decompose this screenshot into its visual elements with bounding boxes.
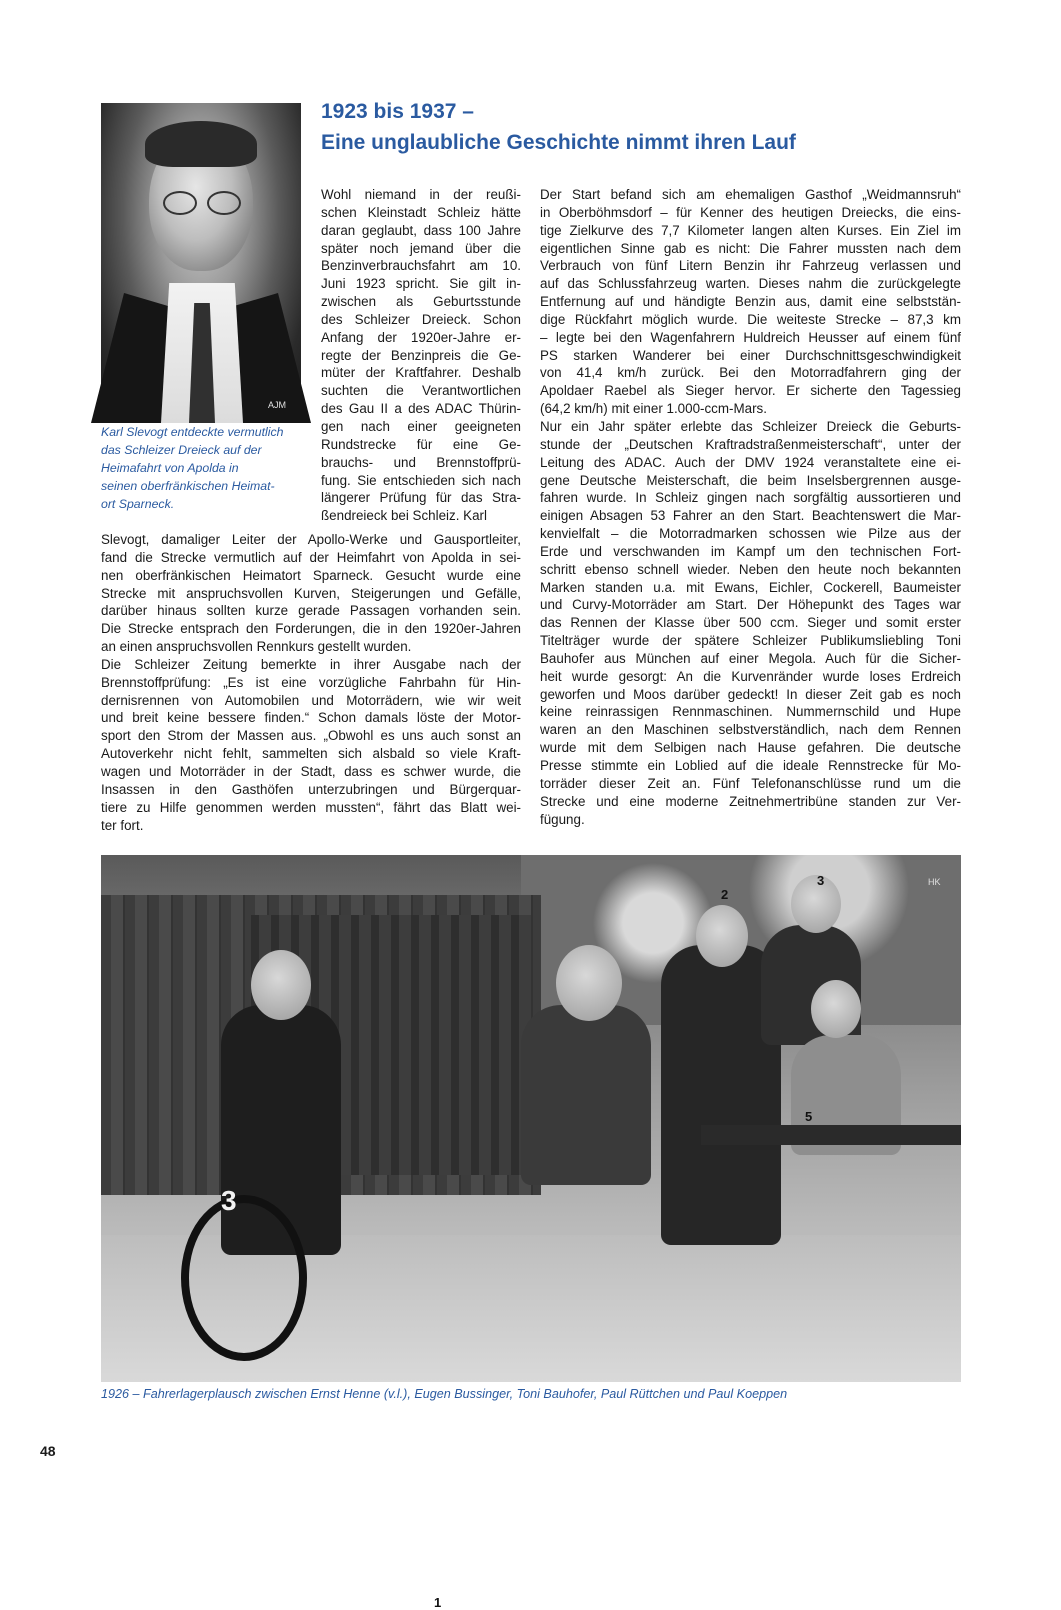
- text-line: kenvielfalt – die Motorradmarken schossen wie Pilze aus der: [540, 526, 961, 542]
- text-line: suchten die Verantwortlichen: [321, 383, 521, 399]
- text-line: PS starken Wanderer bei einer Durchschnittsgeschwindigkeit: [540, 347, 961, 363]
- text-line: fügung.: [540, 811, 585, 827]
- text-line: heit wurde gesorgt: An die Kurvenränder wurde loses Erdreich: [540, 668, 961, 684]
- text-line: müter der Kraftfahrer. Deshalb: [321, 365, 521, 381]
- portrait-caption-line: seinen oberfränkischen Heimat-: [101, 479, 275, 493]
- photo-marker-2: 2: [721, 887, 729, 902]
- text-line: Anfang der 1920er-Jahre er-: [321, 329, 521, 345]
- text-line: Die Schleizer Zeitung bemerkte in ihrer Ausgabe nach der: [101, 656, 521, 672]
- photo-marker-3: 3: [817, 873, 825, 888]
- text-line: wurde mit dem Selbigen nach Hause gefahren. Die deutsche: [540, 740, 961, 756]
- column2-text: [540, 186, 961, 828]
- text-line: schen Kleinstadt Schleiz hätte: [321, 204, 521, 220]
- text-line: Verbrauch von fünf Litern Benzin ihr Fahrzeug verlassen und: [540, 258, 961, 274]
- text-line: schritt ebenso schnell wieder. Neben den heute noch bekannten: [540, 561, 961, 577]
- text-line: des Gau II a des ADAC Thürin-: [321, 401, 521, 417]
- text-line: Presse stimmte ein Loblied auf die ideale Rennstrecke für Mo-: [540, 758, 961, 773]
- text-line: Juni 1923 spricht. Sie gilt in-: [321, 276, 521, 292]
- text-line: fahren wurde. In Schleiz gingen nach sorgfältig aussortieren und: [540, 490, 961, 506]
- text-line: auf das Schlussfahrzeug warten. Dieses nahm die zurückgelegte: [540, 276, 961, 292]
- text-line: von 41,4 km/h zurück. Bei den Motorradfahrern ging der: [540, 365, 961, 381]
- title-line-1: 1923 bis 1937 –: [321, 100, 474, 123]
- title-line-2: Eine unglaubliche Geschichte nimmt ihren Lauf: [321, 131, 796, 154]
- text-line: Strecke und eine moderne Zeitnehmertribüne standen zur Ver-: [540, 793, 961, 809]
- text-line: Benzinverbrauchsfahrt am 10.: [321, 258, 521, 274]
- text-line: längerer Prüfung für das Stra-: [321, 490, 521, 506]
- text-line: stunde der „Deutschen Kraftradstraßenmeisterschaft“, unter der: [540, 436, 961, 452]
- text-line: Slevogt, damaliger Leiter der Apollo-Werke und Gausportleiter,: [101, 532, 521, 547]
- photo-credit: HK: [928, 877, 941, 887]
- text-line: – legte bei den Wagenfahrern Huldreich Heusser auf einem fünf: [540, 329, 961, 345]
- text-line: Der Start befand sich am ehemaligen Gasthof „Weidmannsruh“: [540, 187, 961, 202]
- portrait-caption-line: das Schleizer Dreieck auf der: [101, 443, 262, 457]
- text-line: dige Rückfahrt möglich wurde. Die weiteste Strecke – 87,3 km: [540, 311, 961, 327]
- text-line: tiere zu Hilfe genommen werden mussten“, fährt das Blatt wei-: [101, 799, 521, 815]
- text-line: Bauhofer aus München auf einer Megola. Auch für die Sicher-: [540, 650, 961, 666]
- text-line: tige Zielkurve des 7,7 Kilometer langen alten Kurses. Ein Ziel im: [540, 222, 961, 238]
- portrait-caption-line: ort Sparneck.: [101, 497, 175, 511]
- text-line: brauchs- und Brennstoffprü-: [321, 454, 521, 470]
- text-line: darüber hinaus sollten kurze gerade Passagen vorhanden sein.: [101, 603, 521, 619]
- photo-marker-1: 1: [434, 1595, 442, 1610]
- portrait-caption-line: Karl Slevogt entdeckte vermutlich: [101, 425, 284, 439]
- text-line: Insassen in den Gasthöfen unterzubringen und Bürgerquar-: [101, 781, 521, 797]
- text-line: sport den Strom der Massen aus. „Obwohl es uns auch sonst an: [101, 728, 521, 744]
- text-line: Marken standen u.a. mit Ewans, Eichler, Cockerell, Baumeister: [540, 579, 961, 595]
- text-line: Autoverkehr nicht fehlt, sammelten sich alsbald so viele Kraft-: [101, 746, 521, 762]
- text-line: das Rennen der Klasse über 500 ccm. Sieger und somit erster: [540, 615, 961, 631]
- text-line: keine reinrassigen Rennmaschinen. Nummernschild und Hupe: [540, 704, 961, 720]
- text-line: waren an den Maschinen selbstverständlich, nach dem Rennen: [540, 722, 961, 738]
- text-line: und breit keine bessere finden.“ Schon damals löste der Motor-: [101, 710, 521, 726]
- text-line: des Schleizer Dreieck. Schon: [321, 311, 521, 327]
- text-line: wagen und Motorräder in der Stadt, dass es schwer wurde, die: [101, 763, 521, 779]
- text-line: dernisrennen von Automobilen und Motorrädern, wie wir weit: [101, 692, 521, 708]
- text-line: Rundstrecke für eine Ge-: [321, 436, 521, 452]
- page-number: 48: [40, 1443, 56, 1459]
- text-line: Strecke mit anspruchsvollen Kurven, Steigerungen und Gefälle,: [101, 585, 521, 601]
- text-line: eigentlichen Sinne gab es nicht: Die Fahrer mussten nach dem: [540, 240, 961, 256]
- column1-bottom-text: [101, 531, 521, 834]
- bike-number: 3: [221, 1185, 237, 1216]
- portrait-caption: [101, 423, 306, 513]
- text-line: Leitung des ADAC. Auch der DMV 1924 veranstaltete eine ei-: [540, 454, 961, 470]
- text-line: Die Strecke entsprach den Forderungen, die in den 1920er-Jahren: [101, 621, 521, 637]
- text-line: später noch jemand über die: [321, 240, 521, 256]
- text-line: ter fort.: [101, 817, 144, 833]
- text-line: Brennstoffprüfung: „Es ist eine vorzügliche Fahrbahn für Hin-: [101, 674, 521, 690]
- text-line: Nur ein Jahr später erlebte das Schleizer Dreieck die Geburts-: [540, 418, 961, 434]
- photo-caption: 1926 – Fahrerlagerplausch zwischen Ernst Henne (v.l.), Eugen Bussinger, Toni Bauhofer, Paul Rüttchen und Paul Koeppen: [101, 1387, 788, 1401]
- portrait-credit: AJM: [268, 400, 286, 410]
- text-line: und Curvy-Motorräder am Start. Der Höhepunkt des Tages war: [540, 597, 961, 613]
- text-line: an einen anspruchsvollen Rennkurs gestellt wurden.: [101, 639, 412, 655]
- text-line: fand die Strecke vermutlich auf der Heimfahrt von Apolda in sei-: [101, 549, 521, 565]
- text-line: in Oberböhmsdorf – für Kenner des heutigen Dreiecks, die eins-: [540, 204, 961, 220]
- text-line: gen nach einer geeigneten: [321, 418, 521, 434]
- portrait-caption-line: Heimafahrt von Apolda in: [101, 461, 239, 475]
- column1-top-text: [321, 186, 521, 525]
- text-line: (64,2 km/h) mit einer 1.000-ccm-Mars.: [540, 401, 767, 417]
- text-line: fung. Sie entschieden sich nach: [321, 472, 521, 488]
- text-line: Wohl niemand in der reußi-: [321, 187, 521, 202]
- text-line: geworfen und Moos darüber gedeckt! In dieser Zeit gab es noch: [540, 686, 961, 702]
- text-line: gene Deutsche Meisterschaft, die beim Inselsbergrennen ausge-: [540, 472, 961, 488]
- text-line: torräder dieser Zeit an. Fünf Telefonanschlüsse rund um die: [540, 775, 961, 791]
- text-line: Apoldaer Raebel als Sieger hervor. Er sicherte den Tagessieg: [540, 383, 961, 399]
- text-line: nen oberfränkischen Heimatort Sparneck. Gesucht wurde eine: [101, 567, 521, 583]
- photo-marker-5: 5: [805, 1109, 813, 1124]
- text-line: ßendreieck bei Schleiz. Karl: [321, 508, 487, 524]
- text-line: daran geglaubt, dass 100 Jahre: [321, 222, 521, 238]
- text-line: Erde und verschwanden im Kampf um den technischen Fort-: [540, 543, 961, 559]
- text-line: zwischen als Geburtsstunde: [321, 294, 521, 310]
- article-title: [321, 96, 961, 158]
- text-line: Titelträger wurde der spätere Schleizer Publikumsliebling Toni: [540, 633, 961, 649]
- text-line: Entfernung auf und händigte Benzin aus, damit eine selbststän-: [540, 294, 961, 310]
- portrait-photo: [101, 103, 301, 416]
- text-line: regte der Benzinpreis die Ge-: [321, 347, 521, 363]
- text-line: einigen Absagen 53 Fahrer an den Start. Beachtenswert die Mar-: [540, 508, 961, 524]
